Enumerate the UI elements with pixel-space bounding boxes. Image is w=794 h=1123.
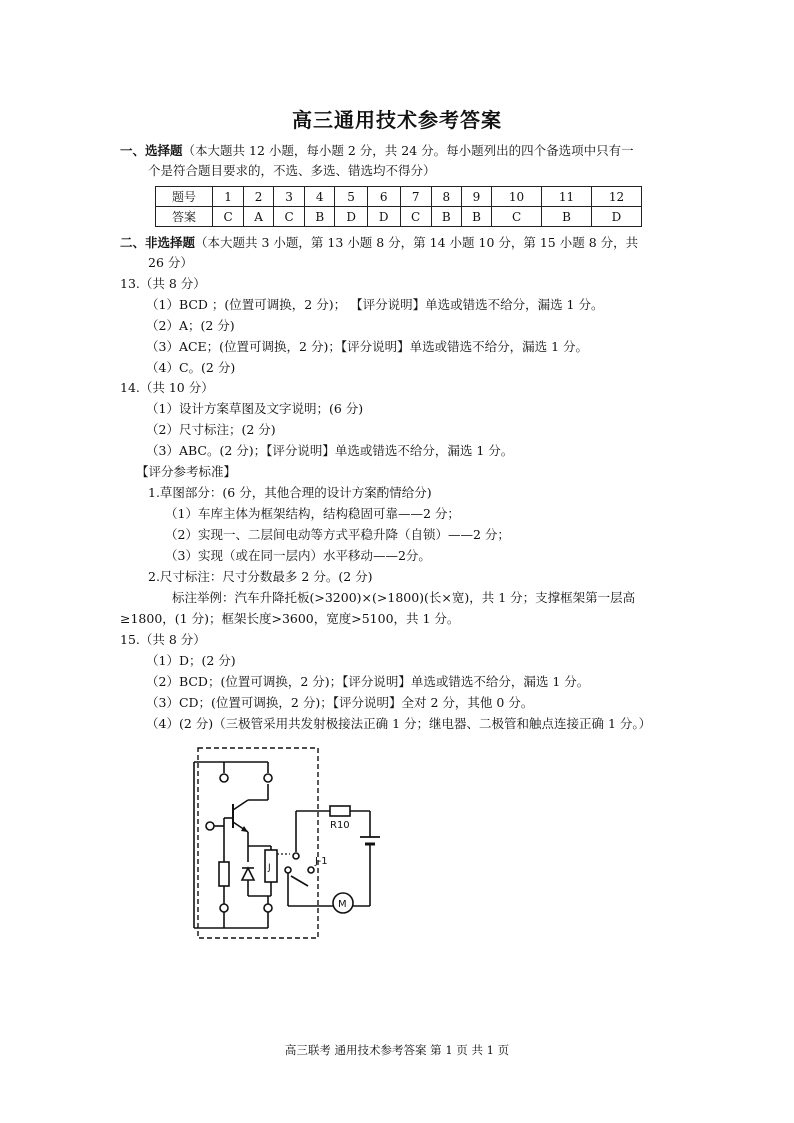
q14-dimension-line1: 标注举例：汽车升降托板(>3200)×(>1800)(长×宽)，共 1 分；支撑框架第一层高 (172, 590, 636, 605)
table-cell-answer: B (431, 207, 461, 227)
answer-table-row-numbers (156, 187, 642, 207)
answer-table-row-answers (156, 207, 642, 227)
table-cell-number: 8 (431, 187, 461, 207)
q13-item: （4）C。(2 分) (146, 360, 236, 375)
table-cell-number: 11 (542, 187, 592, 207)
q15-item: （1）D；(2 分) (146, 653, 236, 668)
table-cell-answer: C (492, 207, 542, 227)
table-cell-number: 4 (305, 187, 335, 207)
diode-triangle (242, 868, 254, 880)
table-cell-number: 2 (244, 187, 274, 207)
section2-desc-line2: 26 分） (148, 255, 193, 270)
motor-label: M (338, 899, 347, 910)
q15-item: （4）(2 分)（三极管采用共发射极接法正确 1 分；继电器、二极管和触点连接正确 1 分。） (146, 716, 652, 731)
q14-standard-heading: 【评分参考标准】 (136, 464, 237, 479)
q14-sketch-item: （1）车库主体为框架结构，结构稳固可靠——2 分； (165, 506, 460, 521)
transistor-collector (233, 800, 248, 810)
q15-heading: 15.（共 8 分） (120, 632, 206, 647)
contact-terminal (308, 867, 314, 873)
base-resistor (219, 862, 229, 886)
q14-sketch-item: （3）实现（或在同一层内）水平移动——2分。 (165, 548, 431, 563)
resistor-r10 (330, 806, 350, 816)
table-header-number: 题号 (156, 187, 213, 207)
terminal-top-right (264, 774, 272, 782)
table-cell-answer: C (273, 207, 304, 227)
table-cell-number: 6 (367, 187, 400, 207)
module-dashed-box (198, 748, 318, 938)
contact-switch-blade (291, 876, 308, 886)
relay-coil (265, 850, 277, 882)
emitter-arrow (241, 826, 248, 832)
table-cell-number: 1 (213, 187, 244, 207)
base-input-terminal (206, 822, 214, 830)
resistor-label: R10 (330, 820, 350, 831)
section1-label: 一、选择题 (120, 143, 183, 158)
table-cell-number: 5 (335, 187, 368, 207)
table-cell-answer: C (400, 207, 431, 227)
table-cell-answer: C (213, 207, 244, 227)
q15-item: （2）BCD；(位置可调换，2 分)；【评分说明】单选或错选不给分，漏选 1 分。 (146, 674, 590, 689)
table-cell-answer: B (461, 207, 491, 227)
table-cell-answer: A (244, 207, 274, 227)
contact-terminal (293, 853, 299, 859)
circuit-diagram (180, 738, 390, 943)
section2-heading-line (120, 235, 638, 251)
q13-item: （3）ACE；(位置可调换，2 分)；【评分说明】单选或错选不给分，漏选 1 分。 (146, 339, 588, 354)
table-cell-number: 12 (591, 187, 641, 207)
q15-item: （3）CD；(位置可调换，2 分)；【评分说明】全对 2 分，其他 0 分。 (146, 695, 534, 710)
q14-heading: 14.（共 10 分） (120, 380, 214, 395)
section1-heading-line (120, 143, 634, 159)
table-cell-answer: D (335, 207, 368, 227)
table-cell-answer: B (542, 207, 592, 227)
table-cell-number: 3 (273, 187, 304, 207)
table-cell-answer: D (367, 207, 400, 227)
q13-item: （1）BCD ；(位置可调换，2 分)； 【评分说明】单选或错选不给分，漏选 1 分。 (146, 297, 604, 312)
q14-sketch-item: （2）实现一、二层间电动等方式平稳升降（自锁）——2 分； (165, 527, 510, 542)
q14-item: （1）设计方案草图及文字说明；(6 分) (146, 401, 364, 416)
relay-coil-label: J (268, 863, 271, 873)
terminal-top-left (220, 774, 228, 782)
relay-contact-label: J-1 (315, 856, 328, 867)
q14-sketch-heading: 1.草图部分：(6 分，其他合理的设计方案酌情给分) (148, 485, 432, 500)
q14-item: （3）ABC。(2 分)；【评分说明】单选或错选不给分，漏选 1 分。 (146, 443, 514, 458)
q14-dimension-line2: ≥1800，(1 分)；框架长度>3600，宽度>5100，共 1 分。 (120, 611, 460, 626)
page-footer: 高三联考 通用技术参考答案 第 1 页 共 1 页 (284, 1043, 510, 1057)
q14-dimension-heading: 2.尺寸标注：尺寸分数最多 2 分。(2 分) (148, 569, 373, 584)
q13-heading: 13.（共 8 分） (120, 276, 206, 291)
page-title: 高三通用技术参考答案 (292, 108, 502, 132)
table-cell-answer: B (305, 207, 335, 227)
section1-desc-line2: 个是符合题目要求的，不选、多选、错选均不得分） (148, 163, 436, 178)
terminal-bottom-left (220, 904, 228, 912)
answer-table (155, 186, 642, 227)
table-cell-number: 9 (461, 187, 491, 207)
table-cell-answer: D (591, 207, 641, 227)
q14-item: （2）尺寸标注；(2 分) (146, 422, 276, 437)
table-header-answer: 答案 (156, 207, 213, 227)
table-cell-number: 10 (492, 187, 542, 207)
q13-item: （2）A；(2 分) (146, 318, 235, 333)
section1-desc: （本大题共 12 小题，每小题 2 分，共 24 分。每小题列出的四个备选项中只有一 (182, 143, 634, 158)
terminal-bottom-right (264, 904, 272, 912)
table-cell-number: 7 (400, 187, 431, 207)
section2-label: 二、非选择题 (120, 235, 196, 250)
section2-desc: （本大题共 3 小题，第 13 小题 8 分，第 14 小题 10 分，第 15 小题 8 分，共 (195, 235, 639, 250)
contact-terminal (285, 867, 291, 873)
